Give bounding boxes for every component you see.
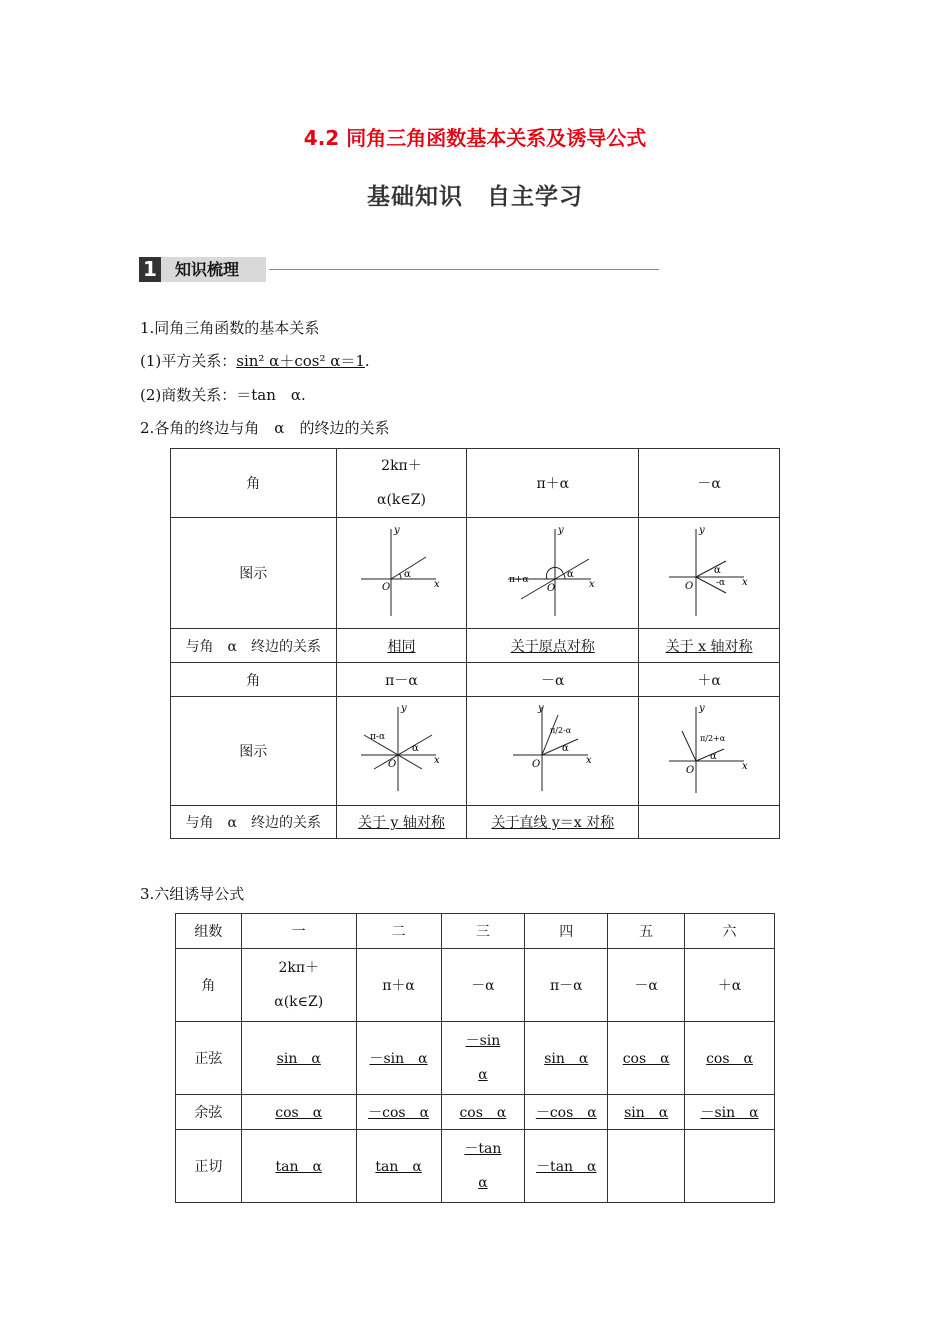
section-label: 知识梳理 — [161, 257, 266, 282]
sin-value-1: sin α — [276, 1051, 321, 1067]
cell-angle-label: 角 — [171, 449, 337, 518]
axis-y-label: y — [699, 525, 705, 536]
tan-cell-6 — [685, 1130, 775, 1203]
cell-relation-empty — [639, 806, 780, 839]
cell-diagram-yx-line — [467, 697, 639, 806]
alpha-label: α — [714, 565, 721, 576]
relation-same: 相同 — [387, 638, 416, 655]
angle-cell-2: π＋α — [356, 949, 441, 1022]
axis-x-label: x — [588, 579, 595, 590]
diagram-x-symmetric — [664, 521, 754, 621]
axis-x-label: x — [434, 755, 441, 766]
diagram-origin-symmetric — [503, 521, 603, 621]
diagram-half-pi-plus — [664, 701, 754, 797]
angle-cell-6: ＋α — [685, 949, 775, 1022]
sin-cell-1 — [241, 1022, 356, 1095]
header-group: 组数 — [176, 914, 242, 949]
axis-y-label: y — [394, 525, 401, 536]
angle-1-line1: 2kπ＋ — [278, 960, 320, 976]
cell-relation-yx — [467, 806, 639, 839]
angle-cell-3: －α — [441, 949, 525, 1022]
alpha-label: α — [566, 569, 574, 580]
section-divider — [269, 269, 659, 270]
sin-value-3-line2: α — [478, 1067, 488, 1083]
sin-cell-6 — [685, 1022, 775, 1095]
tan-cell-3 — [441, 1130, 525, 1203]
diagram-y-symmetric — [356, 701, 446, 797]
origin-label: O — [388, 759, 397, 770]
page-title: 4.2 同角三角函数基本关系及诱导公式 — [303, 126, 647, 150]
cell-relation-same — [336, 629, 467, 663]
cell-diagram-label-2: 图示 — [171, 697, 337, 806]
pi-plus-alpha-label: π+α — [508, 575, 529, 585]
cell-relation-origin — [467, 629, 639, 663]
cos-cell-4 — [525, 1095, 608, 1130]
half-pi-minus-label: π/2-α — [549, 726, 571, 735]
origin-label: O — [685, 581, 694, 592]
relation-origin: 关于原点对称 — [510, 638, 595, 655]
angle-1-line2: α(k∈Z) — [274, 994, 324, 1010]
diagram-yx-symmetric — [508, 701, 598, 797]
cell-angle-half-plus: ＋α — [639, 663, 780, 697]
header-3: 三 — [441, 914, 525, 949]
cos-value-3: cos α — [459, 1105, 507, 1121]
cos-value-5: sin α — [624, 1105, 669, 1121]
tan-value-3-line2: α — [478, 1175, 488, 1191]
half-pi-plus-label: π/2+α — [700, 734, 726, 743]
header-1: 一 — [241, 914, 356, 949]
angle-2kpi-line1: 2kπ＋ — [381, 458, 422, 474]
angle-cell-4: π－α — [525, 949, 608, 1022]
sin-cell-3 — [441, 1022, 525, 1095]
cos-cell-3 — [441, 1095, 525, 1130]
cell-angle-neg: －α — [639, 449, 780, 518]
cos-value-1: cos α — [275, 1105, 323, 1121]
tan-cell-2 — [356, 1130, 441, 1203]
tan-value-1: tan α — [275, 1159, 322, 1175]
tan-cell-5 — [608, 1130, 685, 1203]
cell-angle-pi-minus: π－α — [336, 663, 467, 697]
header-5: 五 — [608, 914, 685, 949]
cos-value-6: －sin α — [700, 1105, 759, 1121]
neg-alpha-label: -α — [716, 578, 726, 588]
axis-y-label: y — [699, 703, 705, 714]
tan-value-4: －tan α — [536, 1159, 597, 1175]
cos-value-2: －cos α — [368, 1105, 430, 1121]
para-quotient-relation: (2)商数关系：＝tan α. — [140, 386, 306, 404]
cell-relation-x — [639, 629, 780, 663]
square-formula: sin² α＋cos² α＝1 — [236, 352, 365, 370]
tan-row-label: 正切 — [176, 1130, 242, 1203]
angle-cell-5: －α — [608, 949, 685, 1022]
angle-row-label: 角 — [176, 949, 242, 1022]
header-2: 二 — [356, 914, 441, 949]
header-6: 六 — [685, 914, 775, 949]
angle-2kpi-line2: α(k∈Z) — [376, 492, 426, 508]
axis-y-label: y — [557, 525, 564, 536]
tan-cell-1 — [241, 1130, 356, 1203]
axis-x-label: x — [434, 579, 441, 590]
square-suffix: . — [364, 352, 370, 370]
cos-row-label: 余弦 — [176, 1095, 242, 1130]
alpha-label: α — [561, 743, 569, 754]
cos-cell-5 — [608, 1095, 685, 1130]
cell-angle-half-minus: －α — [467, 663, 639, 697]
diagram-same — [356, 521, 446, 621]
para-square-relation — [140, 351, 370, 371]
cell-diagram-same — [336, 518, 467, 629]
cell-relation-label-2: 与角 α 终边的关系 — [171, 806, 337, 839]
cell-relation-label: 与角 α 终边的关系 — [171, 629, 337, 663]
cos-cell-6 — [685, 1095, 775, 1130]
sin-value-6: cos α — [706, 1051, 753, 1067]
sin-value-2: －sin α — [369, 1051, 428, 1067]
tan-value-3-line1: －tan — [464, 1141, 502, 1157]
relation-line-yx: 关于直线 y＝x 对称 — [491, 815, 615, 831]
alpha-label: α — [412, 743, 420, 754]
sin-value-3-line1: －sin — [465, 1033, 501, 1049]
axis-x-label: x — [585, 755, 592, 766]
header-4: 四 — [525, 914, 608, 949]
page-subtitle: 基础知识 自主学习 — [367, 184, 583, 210]
origin-label: O — [546, 583, 555, 594]
relation-y-axis: 关于 y 轴对称 — [358, 815, 445, 831]
section-header — [139, 257, 524, 282]
cos-cell-2 — [356, 1095, 441, 1130]
cell-angle-2kpi — [336, 449, 467, 518]
alpha-label: α — [710, 751, 717, 762]
cell-angle-label-2: 角 — [171, 663, 337, 697]
sin-cell-5 — [608, 1022, 685, 1095]
terminal-side-table — [170, 448, 780, 839]
tan-cell-4 — [525, 1130, 608, 1203]
pi-minus-alpha-label: π-α — [370, 732, 386, 742]
cell-angle-pi-plus: π＋α — [467, 449, 639, 518]
cell-diagram-origin — [467, 518, 639, 629]
cell-diagram-x-axis — [639, 518, 780, 629]
alpha-label: α — [404, 569, 412, 580]
sin-cell-2 — [356, 1022, 441, 1095]
square-prefix: (1)平方关系： — [140, 352, 237, 370]
sin-value-4: sin α — [544, 1051, 589, 1067]
origin-label: O — [382, 582, 391, 593]
sin-value-5: cos α — [622, 1051, 670, 1067]
cos-cell-1 — [241, 1095, 356, 1130]
sin-row-label: 正弦 — [176, 1022, 242, 1095]
cell-diagram-y-axis — [336, 697, 467, 806]
cell-diagram-label: 图示 — [171, 518, 337, 629]
angle-cell-1 — [241, 949, 356, 1022]
tan-value-2: tan α — [375, 1159, 422, 1175]
axis-y-label: y — [537, 703, 544, 714]
origin-label: O — [686, 765, 695, 776]
section-number: 1 — [139, 257, 161, 282]
axis-x-label: x — [742, 577, 748, 588]
axis-x-label: x — [742, 761, 748, 772]
para-induction-formulas: 3.六组诱导公式 — [140, 885, 245, 903]
sin-cell-4 — [525, 1022, 608, 1095]
induction-formula-table — [175, 913, 775, 1203]
para-basic-relations: 1.同角三角函数的基本关系 — [140, 319, 320, 337]
cell-relation-y — [336, 806, 467, 839]
axis-y-label: y — [401, 703, 408, 714]
origin-label: O — [531, 759, 540, 770]
cell-diagram-half-plus — [639, 697, 780, 806]
relation-x-axis: 关于 x 轴对称 — [665, 638, 753, 655]
cos-value-4: －cos α — [535, 1105, 597, 1121]
para-terminal-sides: 2.各角的终边与角 α 的终边的关系 — [140, 419, 390, 437]
